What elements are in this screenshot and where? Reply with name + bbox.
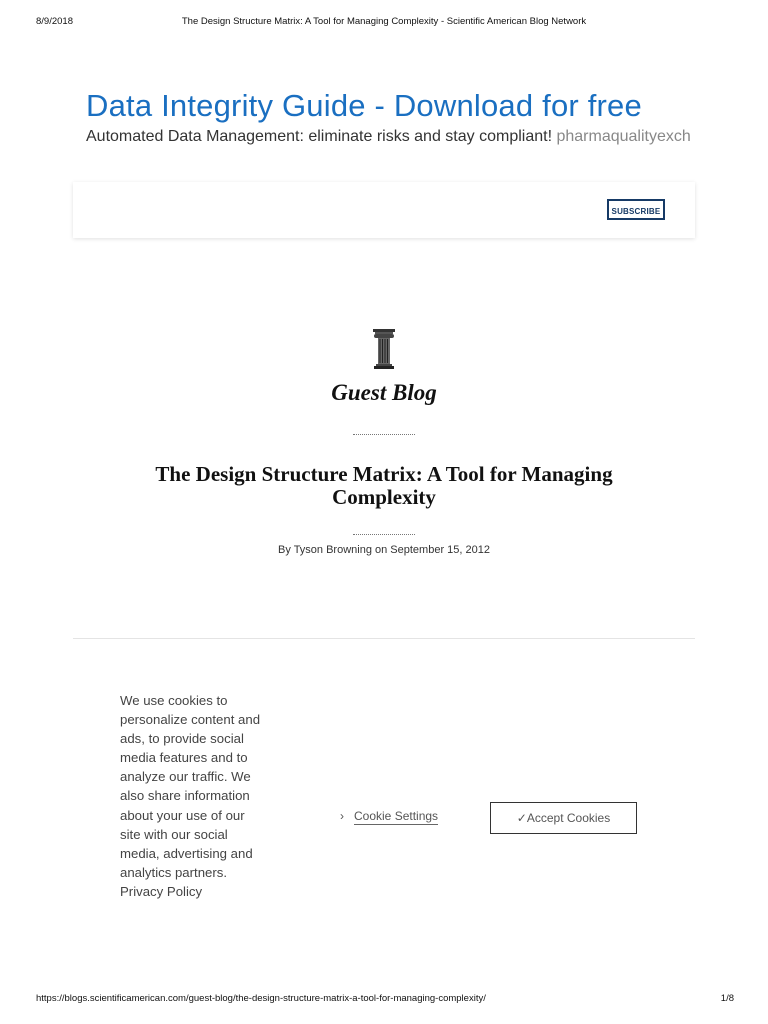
ad-title-link[interactable]: Data Integrity Guide - Download for free [86,88,642,123]
print-date: 8/9/2018 [36,16,73,27]
article-title: The Design Structure Matrix: A Tool for Managing Complexity [155,462,613,509]
column-icon [371,328,397,370]
ad-domain-link[interactable]: pharmaqualityexch [556,128,691,145]
ad-block [86,86,696,148]
cookie-settings-link[interactable] [340,809,438,823]
ad-description [86,126,696,148]
print-page-number: 1/8 [720,993,734,1004]
site-header-bar [73,182,695,238]
print-title: The Design Structure Matrix: A Tool for Managing Complexity - Scientific American Blog Network [181,16,587,27]
accept-cookies-button[interactable]: ✓Accept Cookies [490,802,637,834]
chevron-right-icon: › [340,809,344,823]
cookie-settings-label: Cookie Settings [354,809,439,823]
print-header [0,16,768,32]
divider [353,434,415,435]
divider [353,534,415,535]
print-url: https://blogs.scientificamerican.com/guest-blog/the-design-structure-matrix-a-tool-for-managing-complexity/ [36,993,486,1004]
cookie-banner-text: We use cookies to personalize content and ads, to provide social media features and to analyze our traffic. We also share information about your use of our site with our social media, advertising and analytics partners. Privacy Policy [120,693,261,899]
print-footer [0,993,768,1007]
section-rule [73,638,695,639]
article-byline: By Tyson Browning on September 15, 2012 [278,544,490,556]
blog-name[interactable]: Guest Blog [331,380,437,405]
subscribe-button[interactable]: SUBSCRIBE [607,199,665,220]
ad-text: Automated Data Management: eliminate risks and stay compliant! [86,128,553,145]
